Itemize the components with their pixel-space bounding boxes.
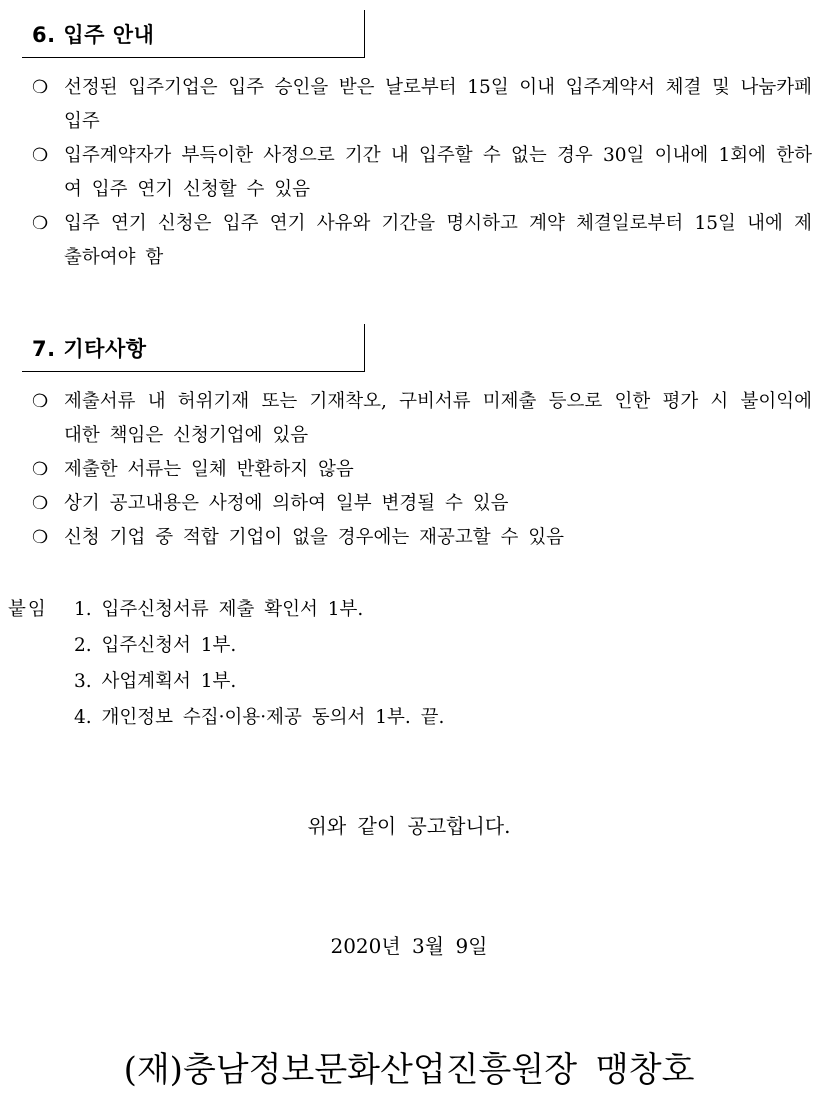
attachment-item: 3. 사업계획서 1부. [74,671,237,692]
list-item-text: 입주계약자가 부득이한 사정으로 기간 내 입주할 수 없는 경우 30일 이내에 1회에 한하여 입주 연기 신청할 수 있음 [64,145,812,200]
issuer-name: (재)충남정보문화산업진흥원장 맹창호 [123,1050,695,1090]
move-in-guide-list [32,71,812,275]
circle-bullet-icon: ❍ [32,527,49,548]
list-item [32,385,812,453]
circle-bullet-icon: ❍ [32,145,49,166]
attachment-item: 1. 입주신청서류 제출 확인서 1부. [74,599,364,620]
circle-bullet-icon: ❍ [32,391,49,412]
list-item [32,521,812,555]
misc-notes-list [32,385,812,555]
list-item [32,453,812,487]
closing-statement: 위와 같이 공고합니다. [307,814,511,838]
circle-bullet-icon: ❍ [32,213,49,234]
announcement-date: 2020년 3월 9일 [330,934,488,958]
section-header-move-in [22,10,365,58]
list-item [32,207,812,275]
attachments-list [74,592,694,736]
section-title: 6. 입주 안내 [32,23,155,47]
circle-bullet-icon: ❍ [32,459,49,480]
list-item-text: 선정된 입주기업은 입주 승인을 받은 날로부터 15일 이내 입주계약서 체결 및 나눔카페 입주 [64,77,812,132]
list-item-text: 상기 공고내용은 사정에 의하여 일부 변경될 수 있음 [64,493,509,514]
list-item-text: 제출한 서류는 일체 반환하지 않음 [64,459,354,480]
list-item [32,71,812,139]
attachment-item: 2. 입주신청서 1부. [74,635,237,656]
list-item [32,139,812,207]
circle-bullet-icon: ❍ [32,77,49,98]
attachment-item: 4. 개인정보 수집·이용·제공 동의서 1부. 끝. [74,707,445,728]
section-header-misc [22,324,365,372]
list-item-text: 입주 연기 신청은 입주 연기 사유와 기간을 명시하고 계약 체결일로부터 15일 내에 제출하여야 함 [64,213,812,268]
attachments-label: 붙임 [8,599,48,620]
list-item-text: 제출서류 내 허위기재 또는 기재착오, 구비서류 미제출 등으로 인한 평가 시 불이익에 대한 책임은 신청기업에 있음 [64,391,812,446]
circle-bullet-icon: ❍ [32,493,49,514]
list-item-text: 신청 기업 중 적합 기업이 없을 경우에는 재공고할 수 있음 [64,527,564,548]
section-title: 7. 기타사항 [32,337,147,361]
list-item [32,487,812,521]
